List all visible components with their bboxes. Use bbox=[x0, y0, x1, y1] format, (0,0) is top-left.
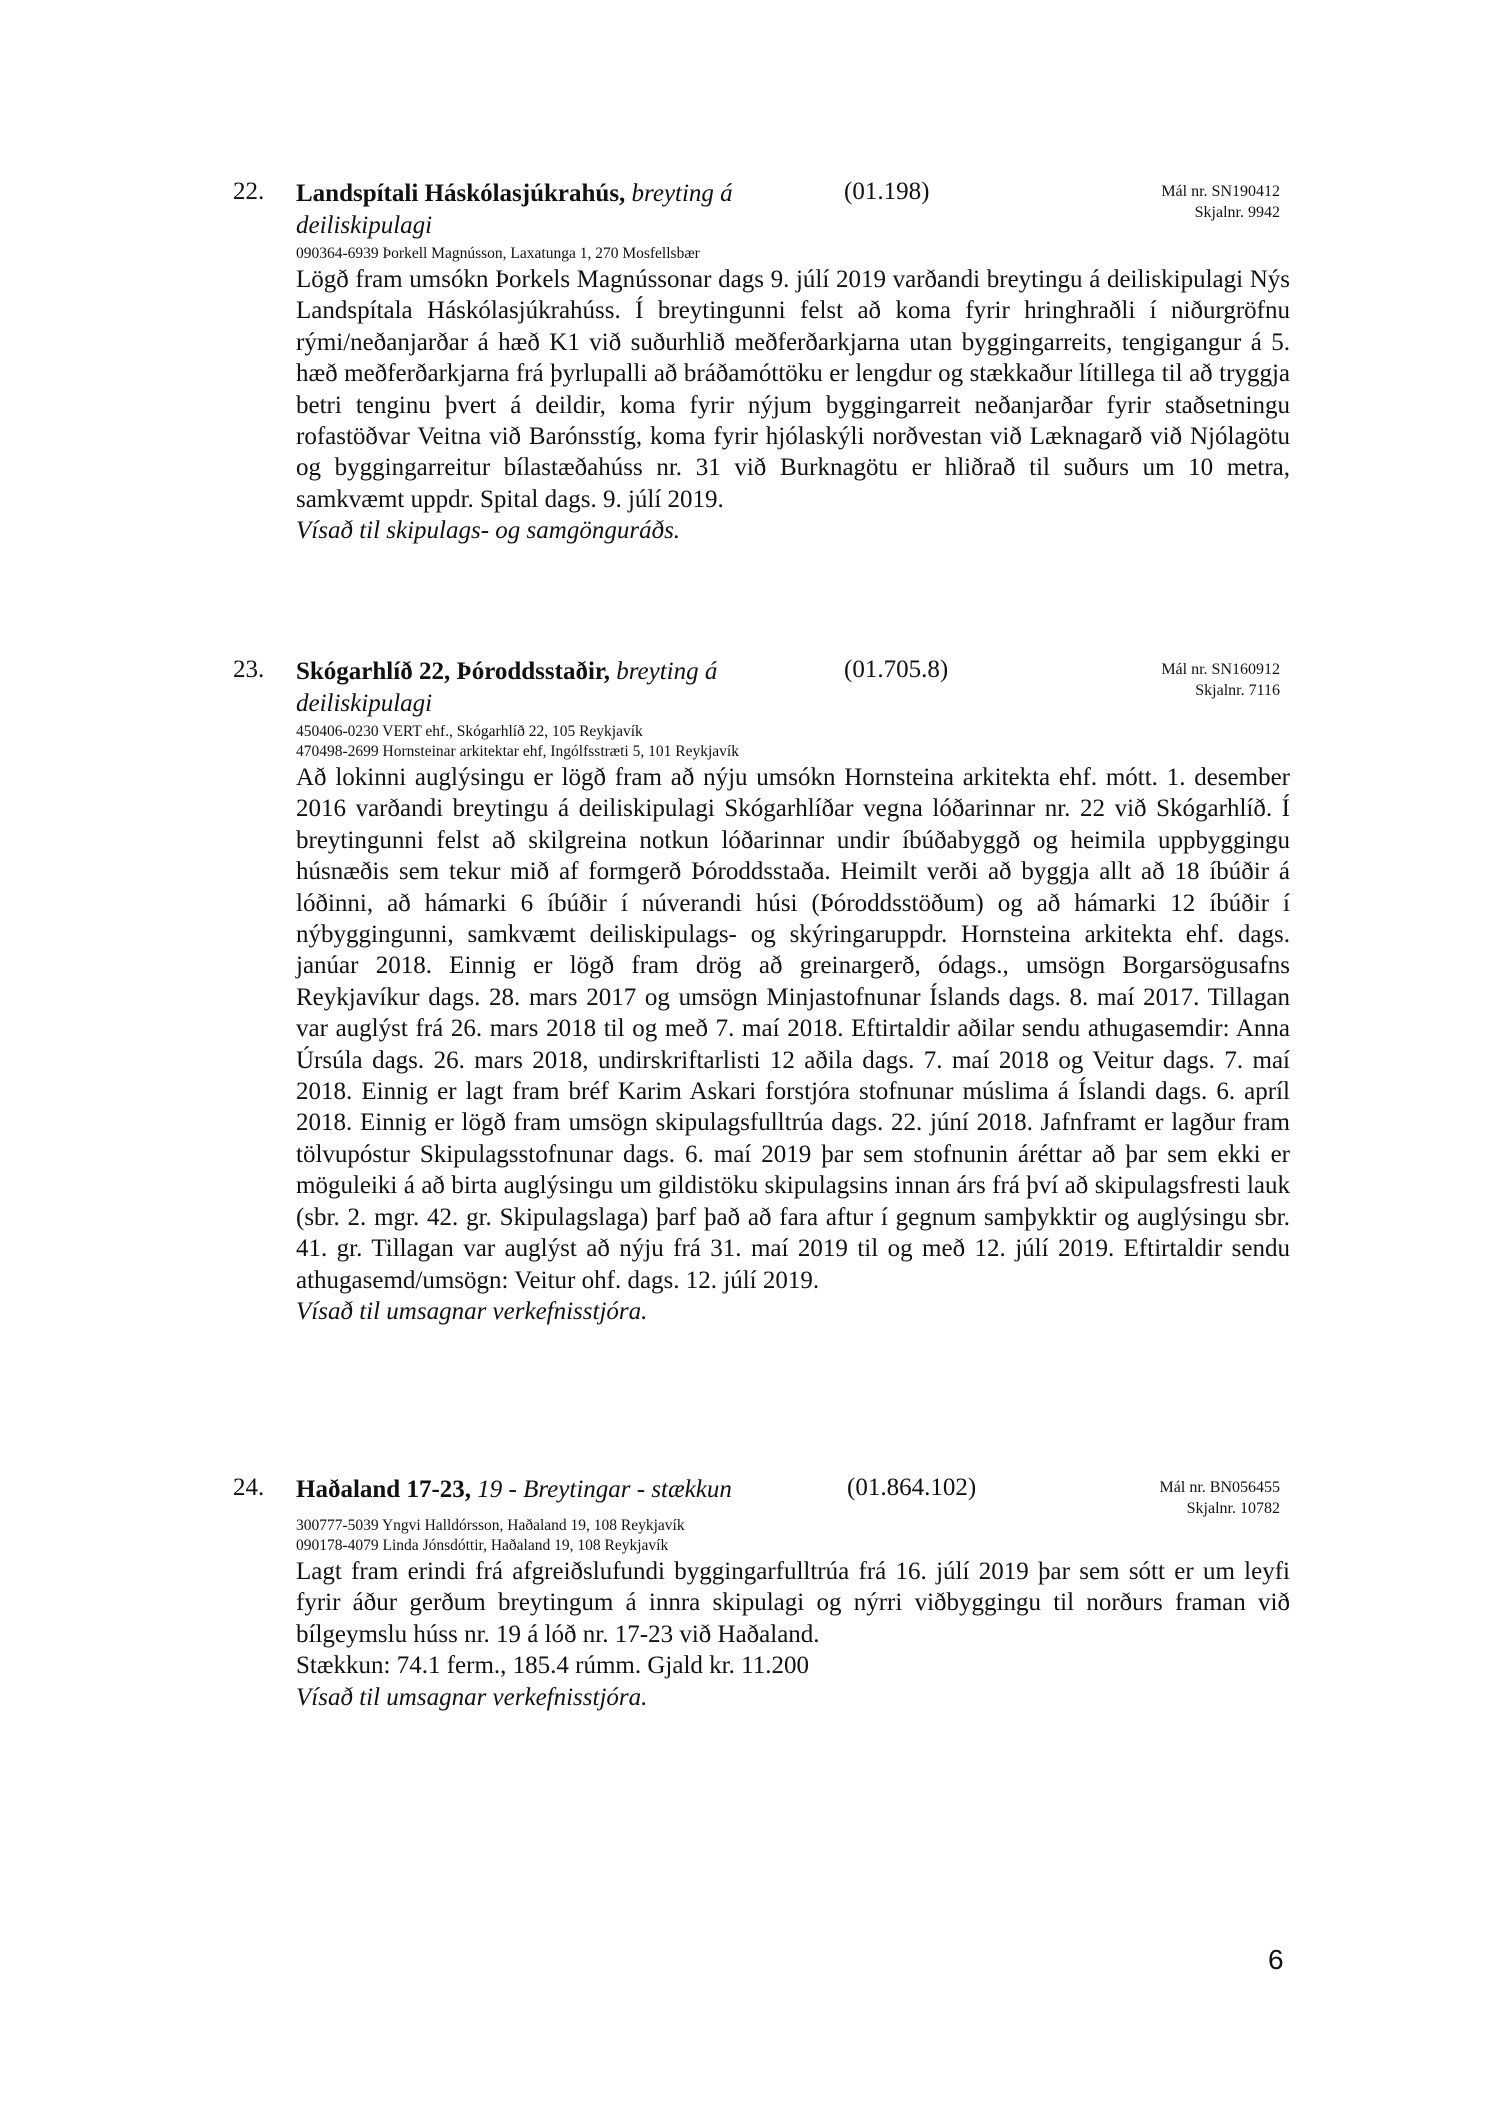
applicant: 470498-2699 Hornsteinar arkitektar ehf, Ingólfsstræti 5, 101 Reykjavík bbox=[296, 743, 739, 760]
applicants bbox=[296, 1516, 1290, 1556]
item-code: (01.198) bbox=[844, 178, 930, 205]
item-body bbox=[296, 264, 1290, 515]
mal-nr: Mál nr. SN160912 bbox=[1161, 661, 1280, 678]
item-title-bold: Landspítali Háskólasjúkrahús, bbox=[296, 180, 626, 207]
item-title-italic: 19 - Breytingar - stækkun bbox=[477, 1476, 732, 1503]
item-title-italic: breyting á deiliskipulagi bbox=[296, 658, 718, 717]
item-referral: Vísað til umsagnar verkefnisstjóra. bbox=[296, 1297, 648, 1325]
item-title bbox=[296, 178, 816, 242]
item-referral: Vísað til skipulags- og samgönguráðs. bbox=[296, 517, 681, 545]
agenda-item-24 bbox=[233, 1474, 1290, 1713]
applicant: 090178-4079 Linda Jónsdóttir, Haðaland 19, 108 Reykjavík bbox=[296, 1537, 669, 1554]
item-number: 22. bbox=[233, 178, 265, 205]
item-code: (01.864.102) bbox=[847, 1474, 977, 1501]
applicant: 450406-0230 VERT ehf., Skógarhlíð 22, 105 Reykjavík bbox=[296, 723, 643, 740]
item-body bbox=[296, 762, 1290, 1296]
item-referral: Vísað til umsagnar verkefnisstjóra. bbox=[296, 1683, 648, 1711]
body-extra: Stækkun: 74.1 ferm., 185.4 rúmm. Gjald kr. 11.200 bbox=[296, 1652, 809, 1680]
item-title-bold: Skógarhlíð 22, Þóroddsstaðir, bbox=[296, 658, 610, 685]
body-paragraph: Að lokinni auglýsingu er lögð fram að nýju umsókn Hornsteina arkitekta ehf. mótt. 1. desember 2016 varðandi breytingu á deiliskipulagi Skógarhlíðar vegna lóðarinnar nr. 22 við Skógarhlíð. Í breytingunni felst að skilgreina notkun lóðarinnar undir íbúðabyggð og heimila uppbyggingu húsnæðis sem tekur mið af formgerð Þóroddsstaða. Heimilt verði að byggja allt að 18 íbúðir á lóðinni, að hámarki 6 íbúðir í núverandi húsi (Þóroddsstöðum) og að hámarki 12 íbúðir í nýbyggingunni, samkvæmt deiliskipulags- og skýringaruppdr. Hornsteina arkitekta ehf. dags. janúar 2018. Einnig er lögð fram drög að greinargerð, ódags., umsögn Borgarsögusafns Reykjavíkur dags. 28. mars 2017 og umsögn Minjastofnunar Íslands dags. 8. maí 2017. Tillagan var auglýst frá 26. mars 2018 til og með 7. maí 2018. Eftirtaldir aðilar sendu athugasemdir: Anna Úrsúla dags. 26. mars 2018, undirskriftarlisti 12 aðila dags. 7. maí 2018 og Veitur dags. 7. maí 2018. Einnig er lagt fram bréf Karim Askari forstjóra stofnunar múslima á Íslandi dags. 6. apríl 2018. Einnig er lögð fram umsögn skipulagsfulltrúa dags. 22. júní 2018. Jafnframt er lagður fram tölvupóstur Skipulagsstofnunar dags. 6. maí 2019 þar sem stofnunin áréttar að þar sem ekki er möguleiki á að birta auglýsingu um gildistöku skipulagsins innan árs frá því að skipulagsfresti lauk (sbr. 2. mgr. 42. gr. Skipulagslaga) þarf það að fara aftur í gegnum samþykktir og auglýsingu sbr. 41. gr. Tillagan var auglýst að nýju frá 31. maí 2019 til og með 12. júlí 2019. Eftirtaldir sendu athugasemd/umsögn: Veitur ohf. dags. 12. júlí 2019. bbox=[296, 764, 1290, 1294]
item-header bbox=[233, 178, 1290, 238]
item-title bbox=[296, 656, 816, 720]
item-title bbox=[296, 1474, 856, 1506]
item-body bbox=[296, 1556, 1290, 1682]
mal-nr: Mál nr. BN056455 bbox=[1159, 1479, 1280, 1496]
item-code: (01.705.8) bbox=[844, 656, 949, 683]
item-title-bold: Haðaland 17-23, bbox=[296, 1476, 472, 1503]
mal-nr: Mál nr. SN190412 bbox=[1161, 183, 1280, 200]
skjalnr: Skjalnr. 9942 bbox=[1194, 204, 1280, 221]
body-paragraph: Lagt fram erindi frá afgreiðslufundi byggingarfulltrúa frá 16. júlí 2019 þar sem sótt er um leyfi fyrir áður gerðum breytingum á innra skipulagi og nýrri viðbyggingu til norðurs framan við bílgeymslu húss nr. 19 á lóð nr. 17-23 við Haðaland. bbox=[296, 1558, 1290, 1648]
case-reference bbox=[1160, 1477, 1280, 1519]
agenda-item-23 bbox=[233, 656, 1290, 1327]
page-number: 6 bbox=[1268, 1944, 1284, 1975]
skjalnr: Skjalnr. 7116 bbox=[1195, 682, 1280, 699]
applicants bbox=[296, 244, 1290, 264]
body-paragraph: Lögð fram umsókn Þorkels Magnússonar dags 9. júlí 2019 varðandi breytingu á deiliskipulagi Nýs Landspítala Háskólasjúkrahúss. Í breytingunni felst að koma fyrir hringhraðli í niðurgröfnu rými/neðanjarðar á hæð K1 við suðurhlið meðferðarkjarna utan byggingarreits, tengigangur á 5. hæð meðferðarkjarna frá þyrlupalli að bráðamóttöku er lengdur og stækkaður lítillega til að tryggja betri tenginu þvert á deildir, koma fyrir nýjum byggingarreit neðanjarðar fyrir staðsetningu rofastöðvar Veitna við Barónsstíg, koma fyrir hjólaskýli norðvestan við Læknagarð við Njólagötu og byggingarreitur bílastæðahúss nr. 31 við Burknagötu er hliðrað til suðurs um 10 metra, samkvæmt uppdr. Spital dags. 9. júlí 2019. bbox=[296, 266, 1290, 513]
item-number: 24. bbox=[233, 1474, 265, 1501]
item-number: 23. bbox=[233, 656, 265, 683]
agenda-item-22 bbox=[233, 178, 1290, 547]
case-reference bbox=[1161, 181, 1280, 223]
applicant: 300777-5039 Yngvi Halldórsson, Haðaland 19, 108 Reykjavík bbox=[296, 1517, 685, 1534]
item-header bbox=[233, 1474, 1290, 1517]
applicants bbox=[296, 722, 1290, 762]
applicant: 090364-6939 Þorkell Magnússon, Laxatunga 1, 270 Mosfellsbær bbox=[296, 245, 700, 262]
item-title-italic: breyting á deiliskipulagi bbox=[296, 180, 733, 239]
item-header bbox=[233, 656, 1290, 716]
case-reference bbox=[1161, 659, 1280, 701]
skjalnr: Skjalnr. 10782 bbox=[1186, 1500, 1280, 1517]
